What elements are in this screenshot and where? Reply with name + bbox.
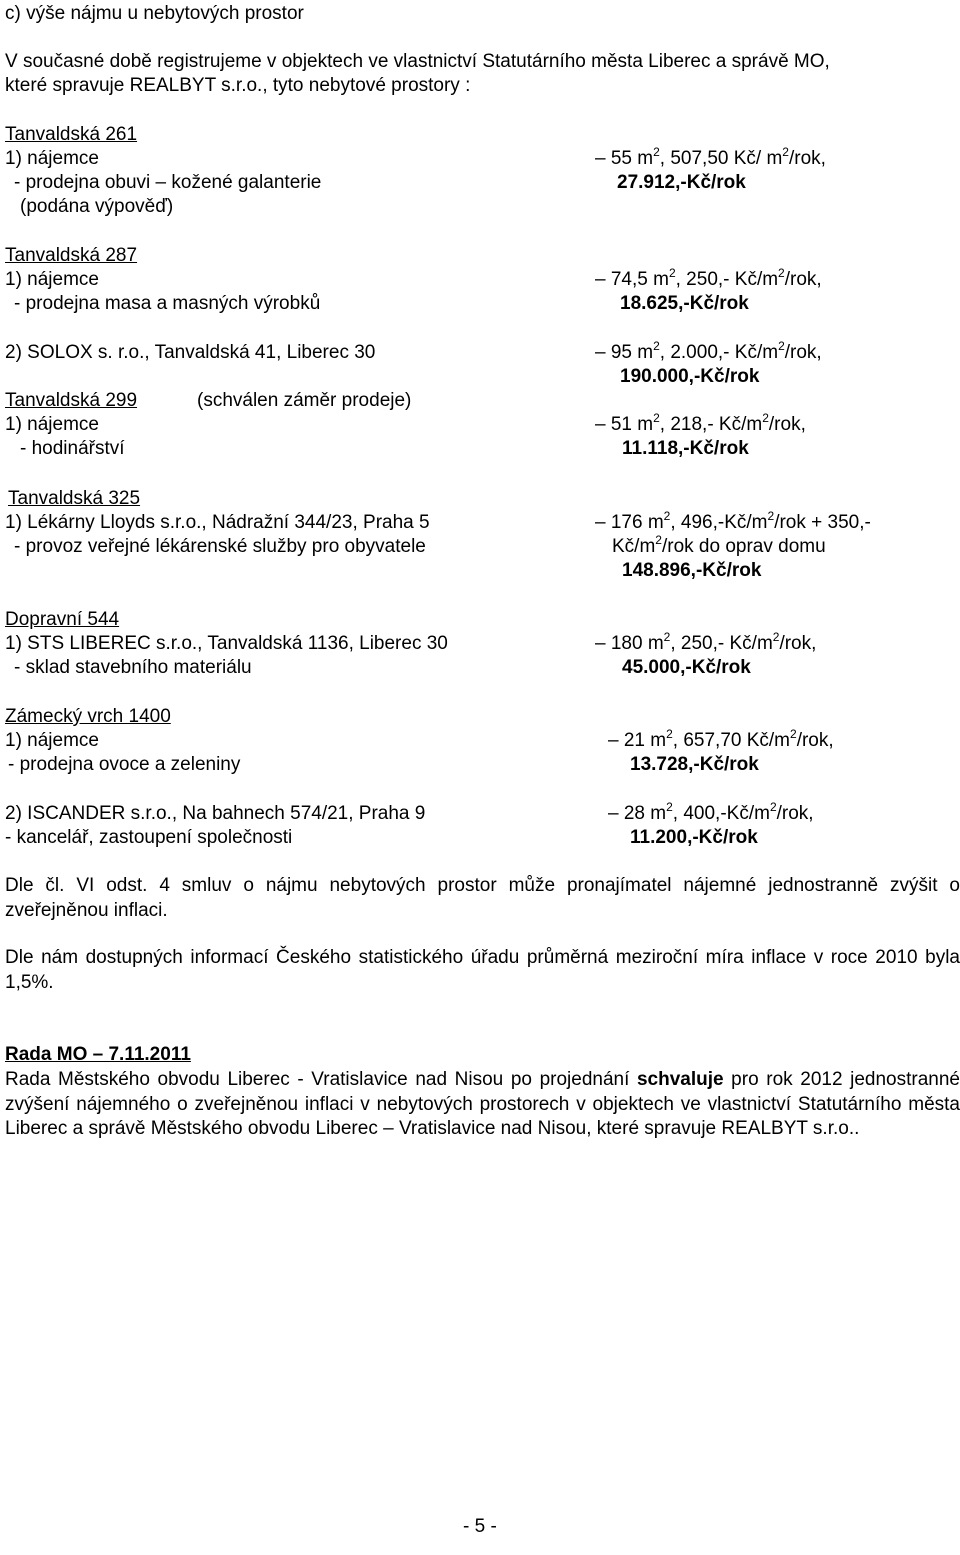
- property-title-544: Dopravní 544: [5, 609, 120, 630]
- intro-line-1: V současné době registrujeme v objektech ve vlastnictví Statutárního města Liberec a správě MO,: [5, 51, 830, 72]
- property-title-261: Tanvaldská 261: [5, 124, 138, 145]
- rent-total: 13.728,-Kč/rok: [630, 754, 759, 775]
- rent-rate: – 180 $m^2$, 250,- $Kč/m^2$/rok,: [595, 630, 817, 654]
- section-heading: c) výše nájmu u nebytových prostor: [5, 3, 304, 24]
- rent-total: 18.625,-Kč/rok: [620, 293, 749, 314]
- tenant-purpose: - hodinářství: [20, 438, 125, 459]
- rent-total: 11.200,-Kč/rok: [630, 827, 758, 848]
- rent-total: 11.118,-Kč/rok: [622, 438, 749, 459]
- tenant-label: 1) nájemce: [5, 730, 99, 751]
- rent-total: 148.896,-Kč/rok: [622, 560, 762, 581]
- tenant-label: 1) STS LIBEREC s.r.o., Tanvaldská 1136, Liberec 30: [5, 633, 448, 654]
- property-title-1400: Zámecký vrch 1400: [5, 706, 171, 727]
- rent-rate: – 55 $m^2$, 507,50 Kč/ $m^2$/rok,: [595, 145, 826, 169]
- tenant-purpose: - prodejna obuvi – kožené galanterie: [14, 172, 322, 193]
- rent-total: 45.000,-Kč/rok: [622, 657, 751, 678]
- tenant-label: 1) nájemce: [5, 269, 99, 290]
- rent-rate: – 74,5 $m^2$, 250,- $Kč/m^2$/rok,: [595, 266, 822, 290]
- tenant-label: 1) Lékárny Lloyds s.r.o., Nádražní 344/23, Praha 5: [5, 512, 430, 533]
- tenant-note: (podána výpověď): [20, 196, 174, 217]
- property-title-299: Tanvaldská 299: [5, 390, 138, 411]
- rent-rate-continued: $Kč/m^2$/rok do oprav domu: [612, 533, 826, 557]
- tenant-purpose: - prodejna masa a masných výrobků: [14, 293, 321, 314]
- rent-rate: – 28 $m^2$, $400,-Kč/m^2$/rok,: [608, 800, 814, 824]
- rent-total: 190.000,-Kč/rok: [620, 366, 760, 387]
- tenant-purpose: - kancelář, zastoupení společnosti: [5, 827, 293, 848]
- property-note: (schválen záměr prodeje): [197, 390, 412, 411]
- contract-clause-paragraph: Dle čl. VI odst. 4 smluv o nájmu nebytových prostor může pronajímatel nájemné jednostranně zvýšit o zveřejněnou inflaci.: [5, 875, 960, 921]
- page-number: - 5 -: [463, 1516, 497, 1537]
- tenant-label: 2) SOLOX s. r.o., Tanvaldská 41, Liberec 30: [5, 342, 376, 363]
- rent-rate: – 51 $m^2$, 218,- $Kč/m^2$/rok,: [595, 411, 806, 435]
- property-title-325: Tanvaldská 325: [8, 488, 141, 509]
- tenant-purpose: - provoz veřejné lékárenské služby pro obyvatele: [14, 536, 426, 557]
- tenant-label: 1) nájemce: [5, 148, 99, 169]
- rent-rate: – 176 $m^2$, $496,-Kč/m^2$/rok + 350,-: [595, 509, 871, 533]
- intro-line-2: které spravuje REALBYT s.r.o., tyto nebytové prostory :: [5, 75, 471, 96]
- rent-rate: – 95 $m^2$, 2.000,- $Kč/m^2$/rok,: [595, 339, 822, 363]
- rent-rate: – 21 $m^2$, 657,70 $Kč/m^2$/rok,: [608, 727, 834, 751]
- decision-paragraph: Rada Městského obvodu Liberec - Vratislavice nad Nisou po projednání schvaluje pro rok 2012 jednostranné zvýšení nájemného o zveřejněnou inflaci v nebytových prostorech v objektech ve vlastnictví Statutárního města Liberec a správě Městského obvodu Liberec – Vratislavice nad Nisou, které spravuje REALBYT s.r.o..: [5, 1069, 960, 1139]
- tenant-purpose: - prodejna ovoce a zeleniny: [8, 754, 241, 775]
- tenant-purpose: - sklad stavebního materiálu: [14, 657, 252, 678]
- tenant-label: 2) ISCANDER s.r.o., Na bahnech 574/21, Praha 9: [5, 803, 426, 824]
- property-title-287: Tanvaldská 287: [5, 245, 138, 266]
- inflation-paragraph: Dle nám dostupných informací Českého statistického úřadu průměrná meziroční míra inflace v roce 2010 byla 1,5%.: [5, 947, 960, 993]
- rent-total: 27.912,-Kč/rok: [617, 172, 746, 193]
- tenant-label: 1) nájemce: [5, 414, 99, 435]
- decision-heading: Rada MO – 7.11.2011: [5, 1044, 191, 1065]
